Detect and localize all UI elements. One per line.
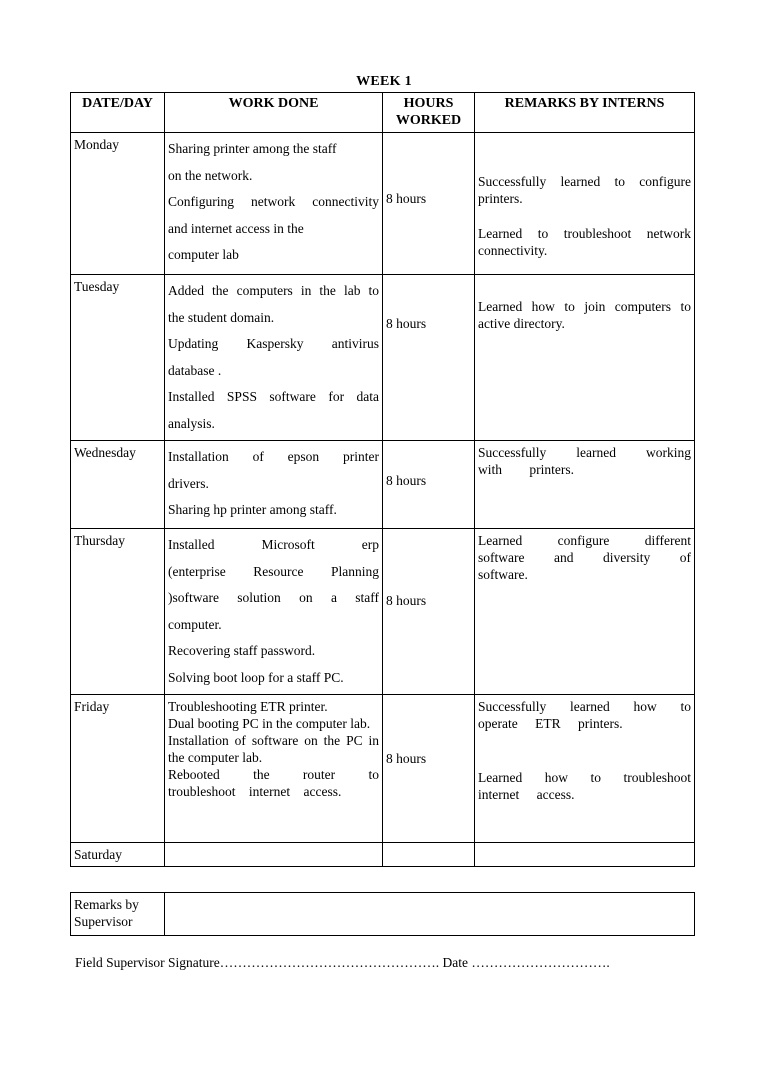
work-line: Sharing printer among the staff [168, 141, 337, 156]
work-line: (enterprise Resource Planning [168, 563, 379, 579]
work-line: Configuring network connectivity [168, 194, 379, 209]
work-line: Installed Microsoft erp [168, 537, 379, 552]
hours-cell [383, 529, 475, 695]
work-done-cell [165, 133, 383, 275]
day-cell: Thursday [71, 529, 165, 695]
weekly-log-table [70, 92, 695, 867]
day-cell: Saturday [71, 843, 165, 867]
column-header-remarks: REMARKS BY INTERNS [475, 93, 695, 133]
remark-text: Successfully learned how to operate ETR printers. [478, 699, 691, 731]
day-cell: Tuesday [71, 275, 165, 441]
hours-value: 8 hours [386, 473, 427, 488]
work-line: Sharing hp printer among staff. [168, 502, 337, 517]
work-line: analysis. [168, 415, 215, 431]
remarks-cell [475, 529, 695, 695]
work-done-cell [165, 529, 383, 695]
supervisor-remarks-field[interactable] [165, 893, 695, 936]
hours-value: 8 hours [386, 593, 427, 608]
hours-cell [383, 133, 475, 275]
work-line: database . [168, 362, 222, 378]
supervisor-remarks-label: Remarks by Supervisor [71, 893, 165, 936]
work-line: Installation of software on the PC in the computer lab. [168, 733, 379, 765]
work-line: Troubleshooting ETR printer. [168, 699, 328, 714]
column-header-hours: HOURS WORKED [383, 93, 475, 133]
work-line: and internet access in the [168, 220, 304, 236]
work-done-cell [165, 275, 383, 441]
work-line: computer. [168, 616, 222, 632]
remark-text: Learned how to join computers to active directory. [478, 299, 691, 331]
work-done-cell [165, 441, 383, 529]
work-line: )software solution on a staff [168, 590, 379, 605]
remarks-cell [475, 843, 695, 867]
hours-value: 8 hours [386, 191, 427, 206]
remark-text: Learned configure different software and diversity of software. [478, 533, 691, 582]
day-cell: Wednesday [71, 441, 165, 529]
column-header-date: DATE/DAY [71, 93, 165, 133]
remark-text: Successfully learned to configure printers. [478, 174, 691, 206]
work-line: computer lab [168, 247, 239, 262]
signature-line: Field Supervisor Signature…………………………………………. Date …………………………. [75, 955, 610, 970]
hours-value: 8 hours [386, 316, 427, 331]
work-line: Installation of epson printer [168, 449, 379, 464]
hours-cell [383, 275, 475, 441]
work-line: Recovering staff password. [168, 643, 316, 658]
remark-text: Successfully learned working with printers. [478, 445, 691, 477]
hours-cell [383, 441, 475, 529]
remarks-cell [475, 275, 695, 441]
table-row [71, 441, 695, 529]
work-line: Added the computers in the lab to [168, 283, 379, 298]
day-cell: Friday [71, 695, 165, 843]
hours-cell [383, 843, 475, 867]
work-done-cell [165, 843, 383, 867]
remarks-cell [475, 133, 695, 275]
work-line: the student domain. [168, 309, 275, 325]
work-line: Solving boot loop for a staff PC. [168, 669, 344, 685]
work-line: drivers. [168, 475, 209, 491]
day-cell: Monday [71, 133, 165, 275]
remark-text: Learned to troubleshoot network connectivity. [478, 226, 691, 258]
supervisor-remarks-table [70, 892, 695, 936]
table-row [71, 133, 695, 275]
work-line: Dual booting PC in the computer lab. [168, 716, 371, 731]
work-line: Rebooted the router to troubleshoot internet access. [168, 767, 379, 799]
work-done-cell [165, 695, 383, 843]
remark-text: Learned how to troubleshoot internet access. [478, 770, 691, 802]
hours-value: 8 hours [386, 751, 427, 766]
table-row [71, 843, 695, 867]
remarks-cell [475, 695, 695, 843]
table-row [71, 529, 695, 695]
table-row [71, 695, 695, 843]
table-row [71, 275, 695, 441]
work-line: Installed SPSS software for data [168, 389, 379, 404]
work-line: Updating Kaspersky antivirus [168, 336, 379, 351]
hours-cell [383, 695, 475, 843]
week-title: WEEK 1 [356, 74, 412, 89]
column-header-work-done: WORK DONE [165, 93, 383, 133]
remarks-cell [475, 441, 695, 529]
work-line: on the network. [168, 167, 253, 183]
